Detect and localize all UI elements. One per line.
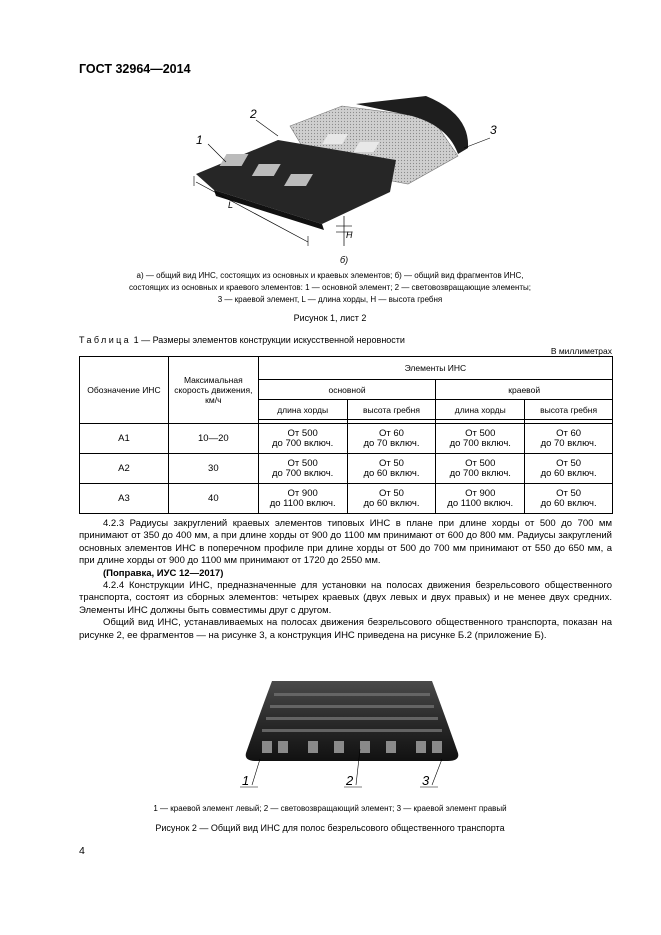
dimension-h: H — [346, 230, 353, 240]
cell-speed: 30 — [168, 454, 258, 484]
table-title — [79, 335, 405, 345]
dimensions-table — [79, 356, 613, 514]
header-main-chord: длина хорды — [258, 400, 347, 420]
callout-1: 1 — [196, 133, 203, 147]
cell-main-ridge: От 60 до 70 включ. — [347, 424, 436, 454]
document-header: ГОСТ 32964—2014 — [79, 62, 191, 76]
callout-3: 3 — [490, 123, 497, 137]
cell-main-chord: От 500 до 700 включ. — [258, 424, 347, 454]
header-designation: Обозначение ИНС — [80, 357, 169, 424]
table-title-rest: 1 — Размеры элементов конструкции искусственной неровности — [131, 335, 405, 345]
figure-1-caption-line-2: состоящих из основных и краевого элементов: 1 — основной элемент; 2 — световозвращающие элементы; — [128, 283, 532, 292]
cell-name: А3 — [80, 484, 169, 514]
figure-2-title: Рисунок 2 — Общий вид ИНС для полос безрельсового общественного транспорта — [155, 823, 505, 833]
cell-edge-chord: От 500 до 700 включ. — [436, 454, 525, 484]
cell-edge-ridge: От 50 до 60 включ. — [525, 454, 613, 484]
cell-speed: 40 — [168, 484, 258, 514]
figure-1-caption-line-3: 3 — краевой элемент, L — длина хорды, H — высота гребня — [217, 295, 443, 304]
header-edge-ridge: высота гребня — [525, 400, 613, 420]
header-elements: Элементы ИНС — [258, 357, 612, 380]
figure-1-title: Рисунок 1, лист 2 — [293, 313, 367, 323]
paragraph-4-2-3: 4.2.3 Радиусы закруглений краевых элементов типовых ИНС в плане при длине хорды от 500 до 700 мм принимают от 350 до 400 мм, а при длине хорды от 900 до 1100 мм принимают от 600 до 800 мм. Радиусы закруглений основных элементов ИНС в поперечном профиле при длине хорды от 500 до 700 мм принимают от 550 до 650 мм, а при длине хорды от 900 до 1100 мм принимают от 1720 до 2550 мм. — [79, 518, 612, 567]
dimension-l: L — [228, 200, 234, 210]
header-edge: краевой — [436, 380, 613, 400]
cell-edge-chord: От 500 до 700 включ. — [436, 424, 525, 454]
table-units: В миллиметрах — [550, 346, 612, 356]
figure-1-caption-line-1: а) — общий вид ИНС, состоящих из основных и краевых элементов; б) — общий вид фрагментов ИНС, — [136, 271, 524, 280]
amendment-note: (Поправка, ИУС 12—2017) — [103, 567, 224, 579]
cell-main-ridge: От 50 до 60 включ. — [347, 484, 436, 514]
cell-edge-ridge: От 60 до 70 включ. — [525, 424, 613, 454]
table-row — [80, 424, 613, 454]
table-title-word: Таблица — [79, 335, 132, 345]
panel-label: б) — [340, 255, 349, 265]
fig2-callout-2: 2 — [346, 773, 354, 788]
cell-speed: 10—20 — [168, 424, 258, 454]
paragraph-general-view: Общий вид ИНС, устанавливаемых на полосах движения безрельсового общественного транспорта, показан на рисунке 2, ее фрагментов — на рисунке 3, а конструкция ИНС приведена на рисунке Б.2 (приложение Б). — [79, 617, 612, 641]
body-text — [79, 518, 612, 642]
header-speed: Максимальная скорость движения, км/ч — [168, 357, 258, 424]
table-row — [80, 454, 613, 484]
cell-main-chord: От 900 до 1100 включ. — [258, 484, 347, 514]
header-main: основной — [258, 380, 436, 400]
cell-name: А1 — [80, 424, 169, 454]
figure-2-caption: 1 — краевой элемент левый; 2 — световозвращающий элемент; 3 — краевой элемент правый — [153, 804, 507, 813]
figure-2-photo — [238, 673, 466, 799]
page-number: 4 — [79, 845, 85, 857]
table-row — [80, 484, 613, 514]
figure-1-drawing — [190, 96, 500, 268]
cell-edge-chord: От 900 до 1100 включ. — [436, 484, 525, 514]
header-main-ridge: высота гребня — [347, 400, 436, 420]
cell-main-chord: От 500 до 700 включ. — [258, 454, 347, 484]
cell-name: А2 — [80, 454, 169, 484]
cell-edge-ridge: От 50 до 60 включ. — [525, 484, 613, 514]
paragraph-4-2-4: 4.2.4 Конструкции ИНС, предназначенные для установки на полосах движения безрельсового общественного транспорта, состоят из сборных элементов: четырех краевых (двух левых и двух правых) и не менее двух средних. Элементы ИНС должны быть совместимы друг с другом. — [79, 580, 612, 616]
fig2-callout-1: 1 — [242, 773, 250, 788]
callout-2: 2 — [250, 107, 257, 121]
cell-main-ridge: От 50 до 60 включ. — [347, 454, 436, 484]
header-edge-chord: длина хорды — [436, 400, 525, 420]
fig2-callout-3: 3 — [422, 773, 430, 788]
